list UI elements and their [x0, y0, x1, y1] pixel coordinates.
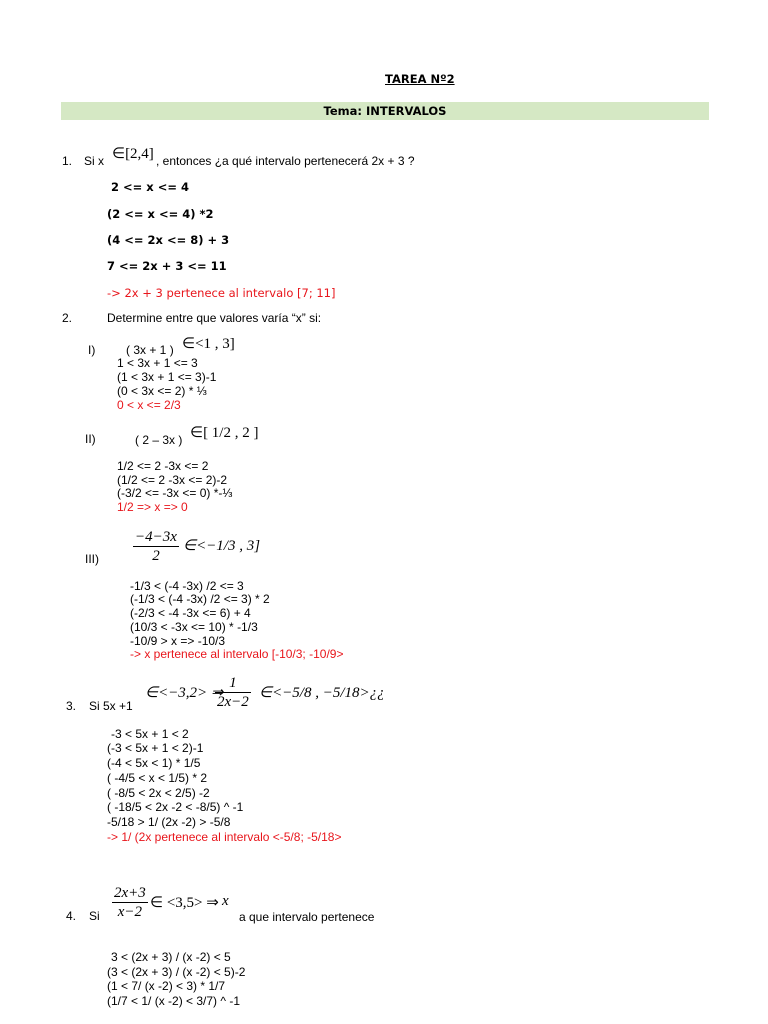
q2-i-interval: ∈<1 , 3]	[182, 336, 235, 352]
q2-ii-step-1: 1/2 <= 2 -3x <= 2	[117, 459, 209, 473]
q4-number: 4.	[66, 909, 77, 923]
q1-step-1: 2 <= x <= 4	[111, 180, 189, 194]
q4-fraction	[112, 884, 148, 921]
q4-interval: ∈ <3,5> ⇒	[150, 895, 219, 911]
topic-banner	[61, 102, 709, 120]
q3-step-7: -5/18 > 1/ (2x -2) > -5/8	[107, 815, 231, 829]
q2-iii-step-5: -10/9 > x => -10/3	[130, 634, 226, 648]
q3-step-4: ( -4/5 < x < 1/5) * 2	[107, 771, 208, 785]
q2-iii-label: III)	[85, 552, 99, 566]
q3-step-1: -3 < 5x + 1 < 2	[111, 727, 189, 741]
q2-ii-interval: ∈[ 1/2 , 2 ]	[190, 425, 259, 441]
q2-iii-fraction	[133, 528, 179, 565]
q1-answer: -> 2x + 3 pertenece al intervalo [7; 11]	[107, 286, 336, 300]
q3-numerator: 1	[215, 674, 251, 693]
q2-prompt: Determine entre que valores varía “x” si:	[107, 311, 322, 325]
q2-iii-numerator: −4−3x	[135, 529, 177, 545]
q1-si: Si x	[84, 154, 105, 168]
q4-numerator: 2x+3	[114, 885, 146, 901]
q2-iii-step-2: (-1/3 < (-4 -3x) /2 <= 3) * 2	[130, 592, 270, 606]
q4-step-3: (1 < 7/ (x -2) < 3) * 1/7	[107, 979, 226, 993]
q2-iii-denominator: 2	[152, 548, 160, 564]
q4-si: Si	[89, 909, 100, 923]
q1-step-2: (2 <= x <= 4) *2	[107, 207, 214, 221]
q3-step-2: (-3 < 5x + 1 < 2)-1	[107, 741, 204, 755]
q1-interval: ∈[2,4]	[112, 146, 154, 162]
q4-step-1: 3 < (2x + 3) / (x -2) < 5	[111, 950, 231, 964]
q2-ii-answer: 1/2 => x => 0	[117, 500, 188, 514]
q3-si: Si 5x +1	[89, 699, 133, 713]
q2-i-step-2: (1 < 3x + 1 <= 3)-1	[117, 370, 217, 384]
q3-step-3: (-4 < 5x < 1) * 1/5	[107, 756, 201, 770]
topic-label: Tema: INTERVALOS	[323, 104, 447, 118]
q2-iii-step-4: (10/3 < -3x <= 10) * -1/3	[130, 620, 258, 634]
q3-answer: -> 1/ (2x pertenece al intervalo <-5/8; -5/18>	[107, 830, 342, 844]
q4-step-2: (3 < (2x + 3) / (x -2) < 5)-2	[107, 965, 246, 979]
q2-i-label: I)	[88, 343, 96, 357]
q2-ii-expr: ( 2 – 3x )	[135, 433, 183, 447]
q3-fraction	[215, 674, 251, 711]
q2-iii-step-1: -1/3 < (-4 -3x) /2 <= 3	[130, 579, 244, 593]
q2-iii-step-3: (-2/3 < -4 -3x <= 6) + 4	[130, 606, 251, 620]
q3-interval: ∈<−3,2> ⇒	[145, 685, 224, 701]
q3-step-6: ( -18/5 < 2x -2 < -8/5) ^ -1	[107, 800, 244, 814]
q4-var: x	[222, 893, 229, 909]
q4-question: a que intervalo pertenece	[239, 910, 375, 924]
q4-step-4: (1/7 < 1/ (x -2) < 3/7) ^ -1	[107, 994, 241, 1008]
q3-tail: ∈<−5/8 , −5/18>¿¿	[259, 685, 385, 701]
q3-denominator: 2x−2	[217, 694, 249, 710]
q1-step-3: (4 <= 2x <= 8) + 3	[107, 233, 230, 247]
q2-number: 2.	[62, 311, 73, 325]
q2-i-step-3: (0 < 3x <= 2) * ⅓	[117, 384, 207, 398]
q1-step-4: 7 <= 2x + 3 <= 11	[107, 259, 227, 273]
q3-number: 3.	[66, 699, 77, 713]
q2-ii-step-2: (1/2 <= 2 -3x <= 2)-2	[117, 473, 228, 487]
q4-denominator: x−2	[117, 904, 143, 920]
q2-ii-label: II)	[85, 432, 96, 446]
q2-i-expr: ( 3x + 1 )	[126, 343, 174, 357]
q1-number: 1.	[62, 154, 73, 168]
q1-question: , entonces ¿a qué intervalo pertenecerá 2x + 3 ?	[156, 154, 415, 168]
q2-ii-step-3: (-3/2 <= -3x <= 0) *-⅓	[117, 486, 233, 500]
q2-iii-interval: ∈<−1/3 , 3]	[183, 538, 261, 554]
q2-i-step-1: 1 < 3x + 1 <= 3	[117, 356, 198, 370]
document-title: TAREA Nº2	[385, 72, 455, 86]
q2-iii-answer: -> x pertenece al intervalo [-10/3; -10/9>	[130, 647, 344, 661]
q3-step-5: ( -8/5 < 2x < 2/5) -2	[107, 786, 210, 800]
q2-i-answer: 0 < x <= 2/3	[117, 398, 181, 412]
